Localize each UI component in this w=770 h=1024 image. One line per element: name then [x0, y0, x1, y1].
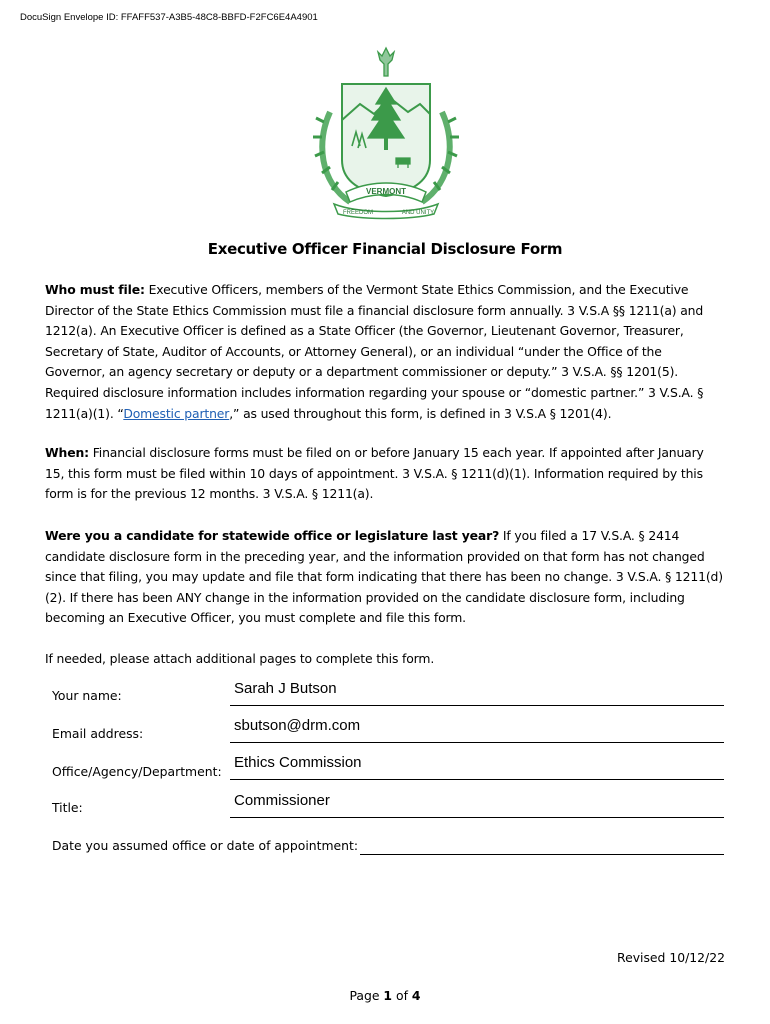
email-field-line	[230, 742, 724, 743]
seal-motto-left: FREEDOM	[343, 210, 373, 216]
who-must-file-text-2: ,” as used throughout this form, is defined in 3 V.S.A § 1201(4).	[229, 405, 612, 421]
page-middle: of	[392, 988, 412, 1003]
office-field[interactable]: Ethics Commission	[234, 754, 362, 771]
page-current: 1	[383, 988, 393, 1003]
who-must-file-heading: Who must file:	[45, 282, 145, 297]
title-field-line	[230, 817, 724, 818]
date-field-line	[360, 854, 724, 855]
candidate-paragraph	[45, 526, 725, 629]
when-paragraph	[45, 443, 725, 505]
candidate-text: If you filed a 17 V.S.A. § 2414 candidate disclosure form in the preceding year, and the information provided on that form has not changed since that filing, you may update and file that form indicating that there has been no change. 3 V.S.A. § 1211(d)(2). If there has been ANY change in the information provided on the candidate disclosure form, including becoming an Executive Officer, you must complete and file this form.	[45, 528, 723, 626]
page-number	[0, 988, 770, 1003]
page-total: 4	[411, 988, 421, 1003]
seal-ribbon-text: VERMONT	[366, 187, 406, 196]
revised-date: Revised 10/12/22	[617, 950, 725, 965]
page-prefix: Page	[349, 988, 384, 1003]
name-label: Your name:	[52, 688, 122, 703]
vermont-state-seal-icon	[310, 42, 462, 220]
name-field-line	[230, 705, 724, 706]
docusign-envelope-id: DocuSign Envelope ID: FFAFF537-A3B5-48C8-BBFD-F2FC6E4A4901	[20, 12, 318, 23]
form-title: Executive Officer Financial Disclosure Form	[207, 240, 563, 258]
who-must-file-paragraph	[45, 280, 725, 424]
who-must-file-text-1: Executive Officers, members of the Vermont State Ethics Commission, and the Executive Director of the State Ethics Commission must file a financial disclosure form annually. 3 V.S.A §§ 1211(a) and 1212(a). An Executive Officer is defined as a State Officer (the Governor, Lieutenant Governor, Treasurer, Secretary of State, Auditor of Accounts, or Attorney General), or an individual “under the Office of the Governor, an agency secretary or deputy or a department commissioner or deputy.” 3 V.S.A. §§ 1201(5). Required disclosure information includes information regarding your spouse or “domestic partner.” 3 V.S.A. § 1211(a)(1). “	[45, 282, 704, 421]
when-heading: When:	[45, 445, 89, 460]
office-label: Office/Agency/Department:	[52, 764, 222, 779]
domestic-partner-link[interactable]: Domestic partner	[123, 405, 230, 421]
date-label: Date you assumed office or date of appointment:	[52, 838, 359, 853]
title-field[interactable]: Commissioner	[234, 792, 330, 809]
name-field[interactable]: Sarah J Butson	[234, 680, 337, 697]
email-label: Email address:	[52, 726, 144, 741]
office-field-line	[230, 779, 724, 780]
attach-note: If needed, please attach additional pages to complete this form.	[45, 651, 435, 666]
email-field[interactable]: sbutson@drm.com	[234, 717, 361, 734]
seal-motto-right: AND UNITY	[401, 210, 435, 216]
when-text: Financial disclosure forms must be filed on or before January 15 each year. If appointed after January 15, this form must be filed within 10 days of appointment. 3 V.S.A. § 1211(d)(1). Information required by this form is for the previous 12 months. 3 V.S.A. § 1211(a).	[45, 445, 704, 502]
candidate-heading: Were you a candidate for statewide office or legislature last year?	[45, 528, 500, 543]
title-label: Title:	[52, 800, 83, 815]
